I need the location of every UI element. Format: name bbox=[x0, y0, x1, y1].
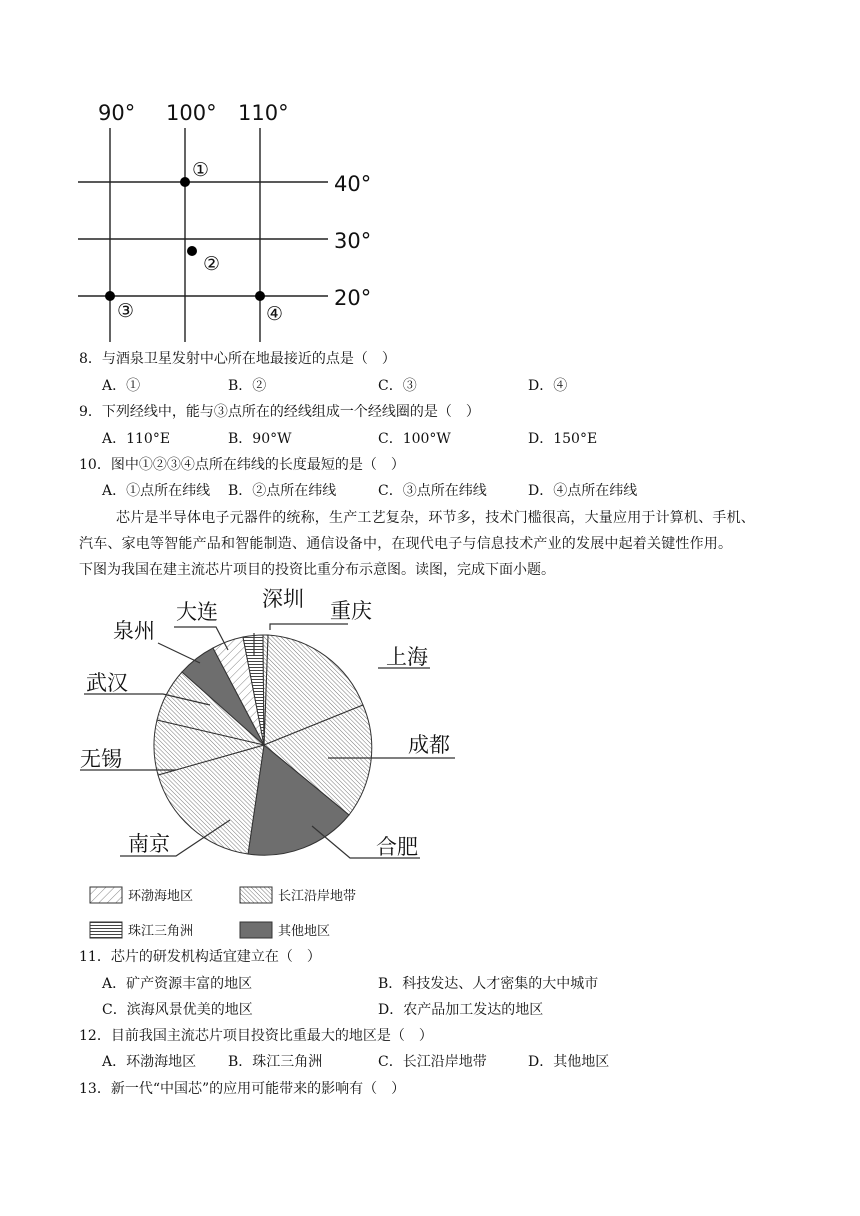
longitude-label-110: 110° bbox=[238, 101, 289, 125]
pie-legend bbox=[90, 887, 356, 939]
question-10-option-d[interactable]: D．④点所在纬线 bbox=[528, 483, 638, 499]
city-label-quanzhou: 泉州 bbox=[113, 619, 155, 643]
question-8-option-c[interactable]: C．③ bbox=[378, 378, 417, 394]
question-10-stem: 10．图中①②③④点所在纬线的长度最短的是（ ） bbox=[79, 457, 405, 473]
passage-line-2: 汽车、家电等智能产品和智能制造、通信设备中，在现代电子与信息技术产业的发展中起着关键性作用。 bbox=[79, 536, 733, 552]
question-9-option-a[interactable]: A．110°E bbox=[102, 431, 171, 447]
question-11-option-b[interactable]: B．科技发达、人才密集的大中城市 bbox=[378, 976, 599, 992]
city-label-wuhan: 武汉 bbox=[86, 671, 128, 695]
point-3-label: ③ bbox=[117, 300, 135, 322]
question-9-stem: 9．下列经线中，能与③点所在的经线组成一个经线圈的是（ ） bbox=[79, 404, 480, 420]
question-9-option-d[interactable]: D．150°E bbox=[528, 431, 598, 447]
question-13-stem: 13．新一代“中国芯”的应用可能带来的影响有（ ） bbox=[79, 1081, 406, 1097]
city-label-nanjing: 南京 bbox=[128, 832, 170, 856]
city-label-chengdu: 成都 bbox=[408, 733, 450, 757]
point-4-label: ④ bbox=[266, 303, 284, 325]
passage-line-3: 下图为我国在建主流芯片项目的投资比重分布示意图。读图，完成下面小题。 bbox=[79, 562, 555, 578]
point-2-label: ② bbox=[203, 253, 221, 275]
question-11-option-a[interactable]: A．矿产资源丰富的地区 bbox=[102, 976, 253, 992]
legend-label-other: 其他地区 bbox=[278, 924, 331, 939]
latitude-label-40: 40° bbox=[334, 172, 372, 196]
chip-investment-pie-figure bbox=[0, 580, 480, 950]
legend-swatch-prd bbox=[90, 922, 122, 938]
question-12-option-c[interactable]: C．长江沿岸地带 bbox=[378, 1054, 487, 1070]
question-12-option-d[interactable]: D．其他地区 bbox=[528, 1054, 610, 1070]
longitude-label-100: 100° bbox=[166, 101, 217, 125]
question-9-option-b[interactable]: B．90°W bbox=[228, 431, 292, 447]
leader-line-chongqing bbox=[270, 624, 348, 630]
question-8-option-b[interactable]: B．② bbox=[228, 378, 267, 394]
city-label-wuxi: 无锡 bbox=[80, 747, 122, 771]
city-label-shenzhen: 深圳 bbox=[262, 587, 304, 611]
question-8-option-a[interactable]: A．① bbox=[102, 378, 141, 394]
point-4-dot bbox=[255, 291, 265, 301]
point-2-dot bbox=[187, 246, 197, 256]
legend-swatch-yangtze bbox=[240, 887, 272, 903]
question-8-stem: 8．与酒泉卫星发射中心所在地最接近的点是（ ） bbox=[79, 351, 396, 367]
question-11-option-c[interactable]: C．滨海风景优美的地区 bbox=[102, 1002, 253, 1018]
city-label-shanghai: 上海 bbox=[386, 645, 428, 669]
legend-swatch-other bbox=[240, 922, 272, 938]
question-12-stem: 12．目前我国主流芯片项目投资比重最大的地区是（ ） bbox=[79, 1028, 433, 1044]
legend-label-prd: 珠江三角洲 bbox=[128, 924, 194, 939]
city-label-dalian: 大连 bbox=[176, 600, 218, 624]
city-label-chongqing: 重庆 bbox=[330, 599, 372, 623]
question-10-option-a[interactable]: A．①点所在纬线 bbox=[102, 483, 211, 499]
point-3-dot bbox=[105, 291, 115, 301]
question-9-option-c[interactable]: C．100°W bbox=[378, 431, 451, 447]
question-12-option-b[interactable]: B．珠江三角洲 bbox=[228, 1054, 323, 1070]
point-1-dot bbox=[180, 177, 190, 187]
question-8-option-d[interactable]: D．④ bbox=[528, 378, 568, 394]
question-12-option-a[interactable]: A．环渤海地区 bbox=[102, 1054, 197, 1070]
legend-label-yangtze: 长江沿岸地带 bbox=[278, 889, 357, 904]
legend-swatch-bohai bbox=[90, 887, 122, 903]
point-1-label: ① bbox=[192, 159, 210, 181]
city-label-hefei: 合肥 bbox=[376, 835, 418, 859]
question-10-option-c[interactable]: C．③点所在纬线 bbox=[378, 483, 487, 499]
legend-label-bohai: 环渤海地区 bbox=[128, 889, 194, 904]
question-11-option-d[interactable]: D．农产品加工发达的地区 bbox=[378, 1002, 544, 1018]
question-11-stem: 11．芯片的研发机构适宜建立在（ ） bbox=[79, 949, 321, 965]
longitude-label-90: 90° bbox=[98, 101, 136, 125]
passage-line-1: 芯片是半导体电子元器件的统称，生产工艺复杂，环节多，技术门槛很高，大量应用于计算机、手机、 bbox=[116, 510, 755, 526]
latitude-label-20: 20° bbox=[334, 286, 372, 310]
latitude-label-30: 30° bbox=[334, 229, 372, 253]
question-10-option-b[interactable]: B．②点所在纬线 bbox=[228, 483, 337, 499]
lat-long-grid-figure bbox=[0, 0, 400, 350]
leader-line-quanzhou bbox=[158, 643, 200, 663]
